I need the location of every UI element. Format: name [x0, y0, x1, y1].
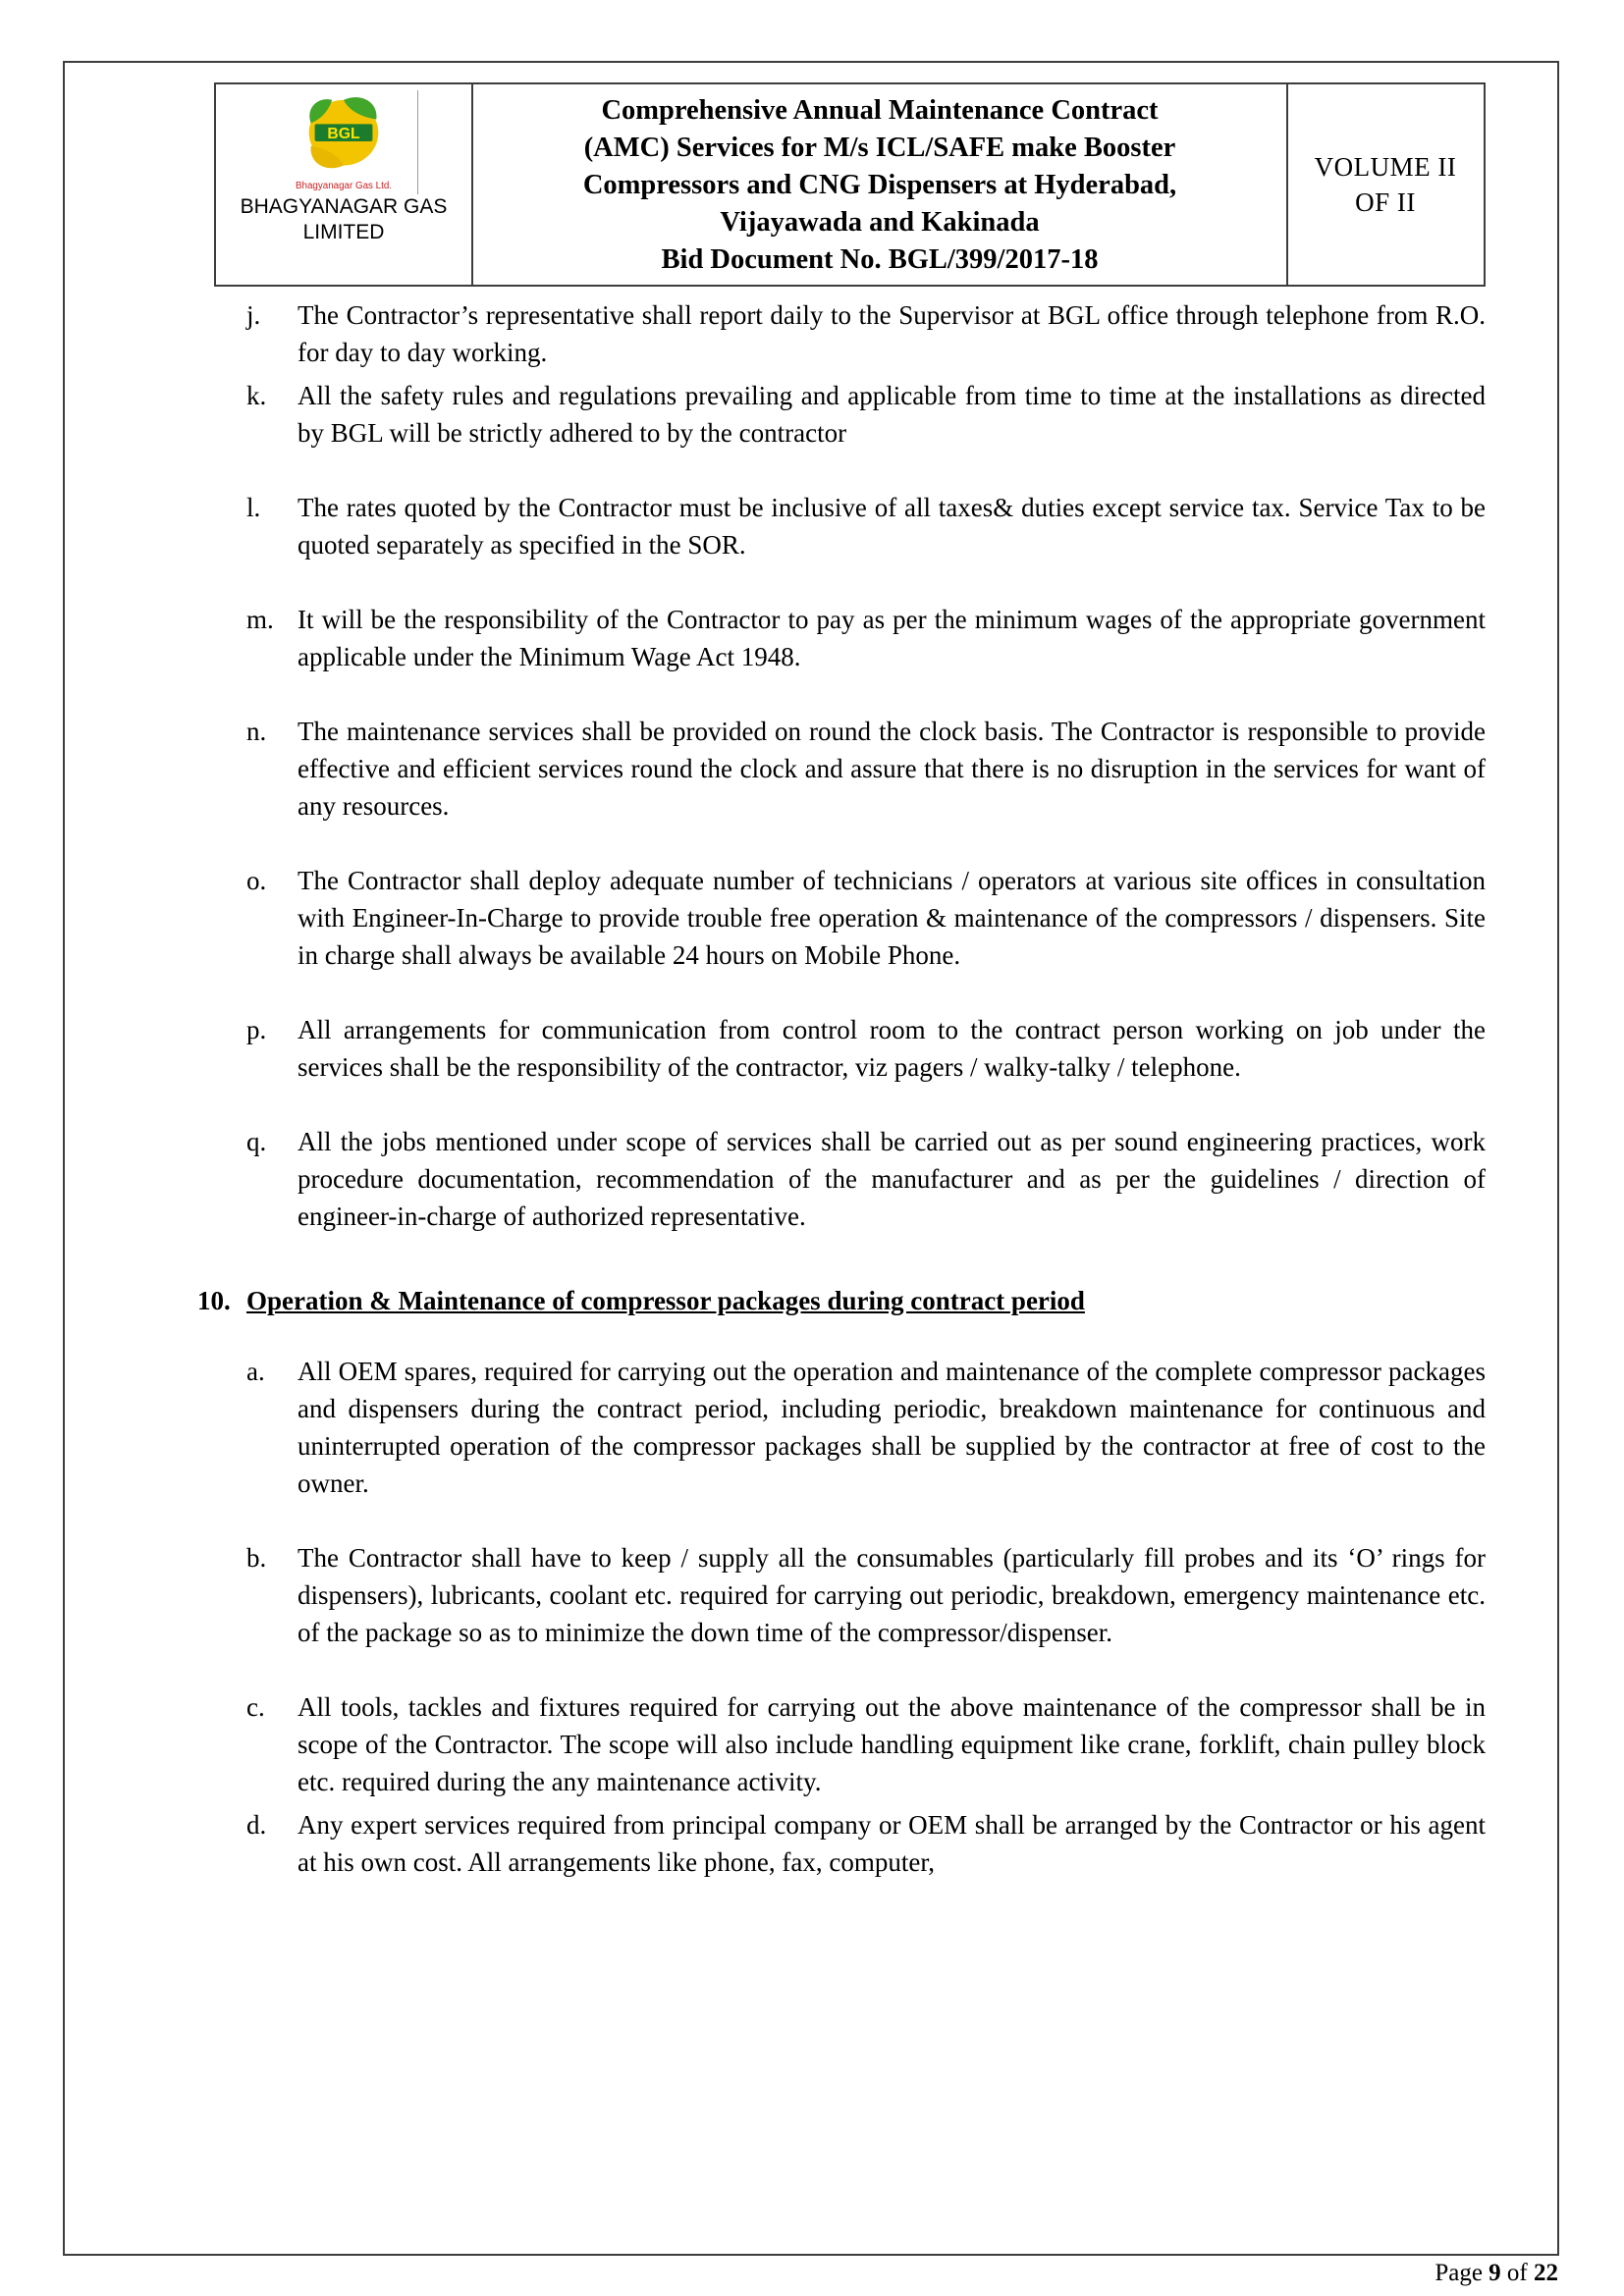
page-footer — [1435, 2259, 1558, 2288]
item-label: k. — [246, 381, 267, 410]
list-item — [246, 862, 1486, 974]
item-label: p. — [246, 1015, 267, 1044]
item-text: The Contractor’s representative shall report daily to the Supervisor at BGL office through telephone from R.O. for day to day working. — [298, 300, 1486, 367]
item-text: All the jobs mentioned under scope of services shall be carried out as per sound engineering practices, work procedure documentation, recommendation of the manufacturer and as per the guidelines / direction of engineer-in-charge of authorized representative. — [298, 1127, 1486, 1231]
footer-prefix: Page — [1435, 2260, 1489, 2286]
list-item — [246, 377, 1486, 452]
title-cell — [473, 84, 1288, 285]
item-text: All the safety rules and regulations prevailing and applicable from time to time at the installations as directed by BGL will be strictly adhered to by the contractor — [298, 381, 1486, 448]
list-item — [246, 296, 1486, 371]
item-text: The maintenance services shall be provided on round the clock basis. The Contractor is responsible to provide effective and efficient services round the clock and assure that there is no disruption in the services for want of any resources. — [298, 717, 1486, 821]
document-title-line: Vijayawada and Kakinada — [720, 207, 1040, 238]
item-label: q. — [246, 1127, 267, 1156]
clause-list-a-d — [246, 1353, 1486, 1881]
item-label: n. — [246, 717, 267, 746]
volume-line: VOLUME II — [1314, 152, 1457, 182]
item-text: The rates quoted by the Contractor must be inclusive of all taxes& duties except service tax. Service Tax to be quoted separately as specified in the SOR. — [298, 493, 1486, 560]
clause-list-j-q — [246, 296, 1486, 1235]
footer-page-number: 9 — [1489, 2260, 1501, 2286]
item-text: All arrangements for communication from control room to the contract person working on job under the services shall be the responsibility of the contractor, viz pagers / walky-talky / telephone. — [298, 1015, 1486, 1082]
item-text: It will be the responsibility of the Contractor to pay as per the minimum wages of the appropriate government applicable under the Minimum Wage Act 1948. — [298, 605, 1486, 671]
list-item — [246, 1011, 1486, 1086]
logo-divider — [417, 90, 418, 194]
list-item — [246, 1123, 1486, 1235]
volume-cell — [1288, 84, 1483, 285]
item-text: All OEM spares, required for carrying out the operation and maintenance of the complete compressor packages and dispensers during the contract period, including periodic, breakdown maintenance for continuous and uninterrupted operation of the compressor packages shall be supplied by the contractor at free of cost to the owner. — [298, 1357, 1486, 1498]
item-label: l. — [246, 493, 261, 522]
section-title: Operation & Maintenance of compressor packages during contract period — [246, 1286, 1085, 1315]
bid-document-number: Bid Document No. BGL/399/2017-18 — [661, 244, 1099, 275]
item-label: a. — [246, 1357, 265, 1386]
section-10-heading — [197, 1282, 1486, 1319]
list-item — [246, 601, 1486, 675]
item-label: d. — [246, 1810, 267, 1840]
item-label: c. — [246, 1692, 265, 1722]
list-item — [246, 1539, 1486, 1651]
list-item — [246, 1806, 1486, 1881]
footer-total-pages: 22 — [1534, 2260, 1558, 2286]
document-header — [214, 82, 1486, 287]
item-text: All tools, tackles and fixtures required for carrying out the above maintenance of the compressor shall be in scope of the Contractor. The scope will also include handling equipment like crane, forklift, chain pulley block etc. required during the any maintenance activity. — [298, 1692, 1486, 1796]
document-title-line: (AMC) Services for M/s ICL/SAFE make Booster — [583, 133, 1176, 163]
item-label: o. — [246, 866, 267, 895]
item-label: b. — [246, 1543, 267, 1573]
list-item — [246, 1353, 1486, 1502]
list-item — [246, 1688, 1486, 1800]
company-name: BHAGYANAGAR GAS LIMITED — [240, 195, 448, 244]
section-number: 10. — [197, 1286, 231, 1315]
item-text: The Contractor shall have to keep / supply all the consumables (particularly fill probes and its ‘O’ rings for dispensers), lubricants, coolant etc. required for carrying out periodic, breakdown, emergency maintenance etc. of the package so as to minimize the down time of the compressor/dispenser. — [298, 1543, 1486, 1647]
logo-tagline-text: Bhagyanagar Gas Ltd. — [295, 181, 393, 192]
item-label: j. — [246, 300, 261, 330]
item-label: m. — [246, 605, 274, 634]
document-title-line: Comprehensive Annual Maintenance Contract — [601, 95, 1159, 126]
logo-cell — [216, 84, 473, 285]
volume-line: OF II — [1355, 187, 1416, 217]
bgl-logo-icon — [286, 92, 402, 192]
item-text: The Contractor shall deploy adequate number of technicians / operators at various site offices in consultation with Engineer-In-Charge to provide trouble free operation & maintenance of the compressors / dispensers. Site in charge shall always be available 24 hours on Mobile Phone. — [298, 866, 1486, 970]
page-border — [63, 61, 1559, 2256]
item-text: Any expert services required from principal company or OEM shall be arranged by the Contractor or his agent at his own cost. All arrangements like phone, fax, computer, — [298, 1810, 1486, 1877]
footer-separator: of — [1500, 2260, 1534, 2286]
list-item — [246, 489, 1486, 563]
document-title-line: Compressors and CNG Dispensers at Hyderabad, — [582, 170, 1177, 200]
logo-acronym-text: BGL — [327, 126, 360, 143]
list-item — [246, 713, 1486, 825]
